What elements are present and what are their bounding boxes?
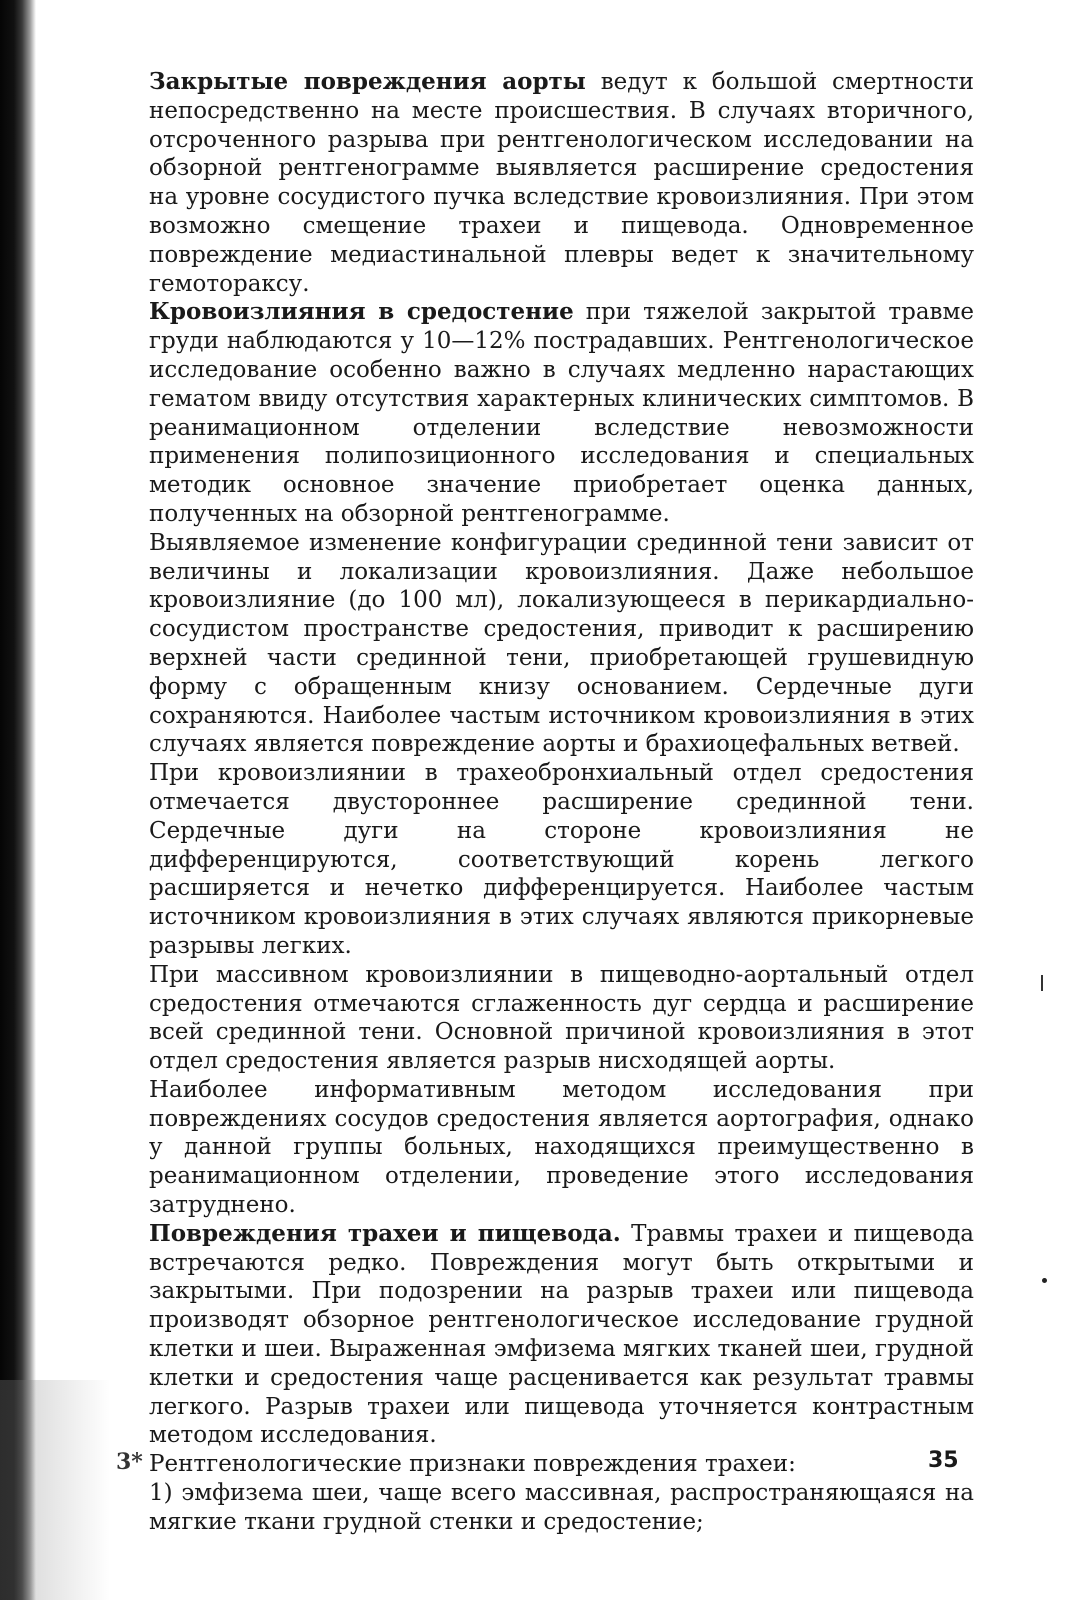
paragraph-lead: Повреждения трахеи и пищевода. xyxy=(149,1219,621,1247)
page-binding-shadow xyxy=(0,1380,110,1600)
paragraph-text: При массивном кровоизлиянии в пищеводно-аортальный отдел средостения отмечаются сглаженность дуг сердца и расширение всей срединной тени. Основной причиной кровоизлияния в этот отдел средостения является разрыв нисходящей аорты. xyxy=(149,961,974,1075)
paragraph-text: при тяжелой закрытой травме груди наблюдаются у 10—12% пострадавших. Рентгенологическое исследование особенно важно в случаях медленно нарастающих гематом ввиду отсутствия характерных клинических симптомов. В реанимационном отделении вследствие невозможности применения полипозиционного исследования и специальных методик основное значение приобретает оценка данных, полученных на обзорной рентгенограмме. xyxy=(149,299,975,527)
paragraph-signs-heading xyxy=(149,1450,974,1479)
paragraph-text: Рентгенологические признаки повреждения трахеи: xyxy=(149,1451,796,1478)
paragraph-text: ведут к большой смертности непосредственно на месте происшествия. В случаях вторичного, отсроченного разрыва при рентгенологическом исследовании на обзорной рентгенограмме выявляется расширение средостения на уровне сосудистого пучка вследствие кровоизлияния. При этом возможно смещение трахеи и пищевода. Одновременное повреждение медиастинальной плевры ведет к значительному гемотораксу. xyxy=(149,69,974,297)
paragraph-tracheobronchial xyxy=(149,759,974,961)
paragraph-text: Наиболее информативным методом исследования при повреждениях сосудов средостения является аортография, однако у данной группы больных, находящихся преимущественно в реанимационном отделении, проведение этого исследования затруднено. xyxy=(149,1076,974,1219)
paragraph-lead: Закрытые повреждения аорты xyxy=(149,68,586,95)
scan-artifact-dot xyxy=(1042,1278,1047,1283)
paragraph-sign-item-1 xyxy=(149,1479,974,1537)
paragraph-text: 1) эмфизема шеи, чаще всего массивная, распространяющаяся на мягкие ткани грудной стенки и средостение; xyxy=(149,1480,974,1535)
paragraph-aortography xyxy=(149,1076,974,1220)
page-number: 35 xyxy=(928,1448,959,1473)
paragraph-configuration-change xyxy=(149,529,974,759)
paragraph-text: Выявляемое изменение конфигурации срединной тени зависит от величины и локализации кровоизлияния. Даже небольшое кровоизлияние (до 100 мл), локализующееся в перикардиально-сосудистом пространстве средостения, приводит к расширению верхней части срединной тени, приобретающей грушевидную форму с обращенным книзу основанием. Сердечные дуги сохраняются. Наиболее частым источником кровоизлияния в этих случаях является повреждение аорты и брахиоцефальных ветвей. xyxy=(149,529,974,758)
page-binding-edge xyxy=(0,0,36,1600)
paragraph-aorta-injury xyxy=(149,68,974,298)
paragraph-text: При кровоизлиянии в трахеобронхиальный отдел средостения отмечается двустороннее расширение срединной тени. Сердечные дуги на стороне кровоизлияния не дифференцируются, соответствующий корень легкого расширяется и нечетко дифференцируется. Наиболее частым источником кровоизлияния в этих случаях являются прикорневые разрывы легких. xyxy=(149,760,974,959)
paragraph-mediastinal-hemorrhage xyxy=(149,298,974,528)
paragraph-lead: Кровоизлияния в средостение xyxy=(149,298,574,326)
page-text-body xyxy=(149,68,974,1537)
scan-artifact-mark xyxy=(1041,975,1043,991)
paragraph-esophageal-aortic xyxy=(149,961,974,1076)
paragraph-trachea-esophagus-injury xyxy=(149,1220,974,1450)
signature-mark: 3* xyxy=(116,1449,143,1475)
paragraph-text: Травмы трахеи и пищевода встречаются редко. Повреждения могут быть открытыми и закрытыми. При подозрении на разрыв трахеи или пищевода производят обзорное рентгенологическое исследование грудной клетки и шеи. Выраженная эмфизема мягких тканей шеи, грудной клетки и средостения чаще расценивается как результат травмы легкого. Разрыв трахеи или пищевода уточняется контрастным методом исследования. xyxy=(149,1220,975,1449)
